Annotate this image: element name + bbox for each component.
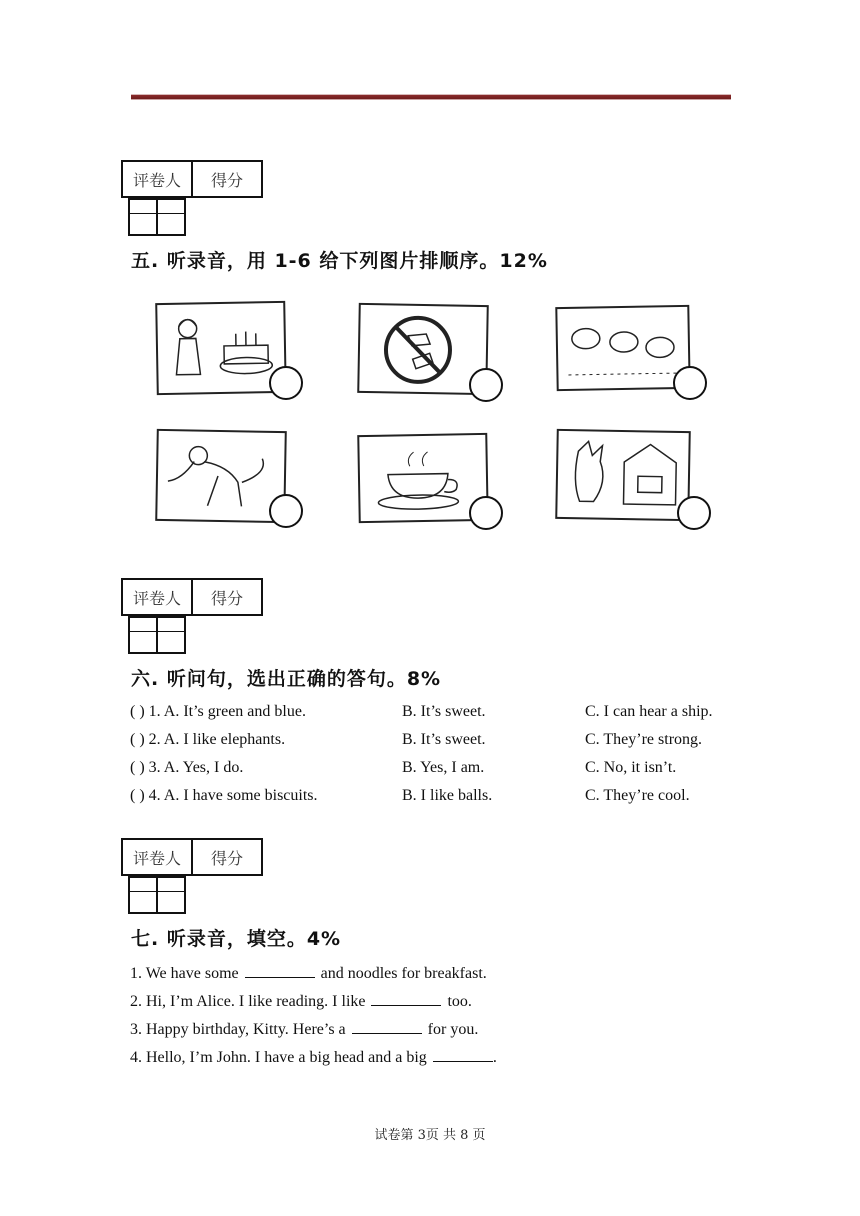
header-rule (131, 94, 731, 100)
fill-text-before: 4. Hello, I’m John. I have a big head and a big (130, 1049, 427, 1066)
mcq-option-c[interactable]: C. They’re cool. (585, 787, 690, 804)
sheep-icon (557, 307, 688, 389)
answer-circle-1[interactable] (269, 366, 303, 400)
mcq-item-2 (130, 731, 750, 755)
fill-text-after: . (492, 1049, 497, 1066)
answer-circle-3[interactable] (673, 366, 707, 400)
page-footer: 试卷第 3页 共 8 页 (374, 1128, 486, 1143)
fill-blank[interactable] (433, 1046, 493, 1062)
mcq-option-b[interactable]: B. I like balls. (402, 787, 493, 804)
fill-text-before: 3. Happy birthday, Kitty. Here’s a (130, 1021, 346, 1038)
reviewer-cell[interactable] (129, 199, 157, 235)
reviewer-label: 评卷人 (122, 161, 192, 197)
score-label: 得分 (192, 579, 262, 615)
reviewer-label: 评卷人 (122, 579, 192, 615)
fill-item-4 (130, 1046, 497, 1067)
tea-cup-icon (359, 435, 486, 521)
mcq-option-c[interactable]: C. No, it isn’t. (585, 759, 677, 776)
fill-item-1 (130, 962, 487, 983)
answer-circle-6[interactable] (677, 496, 711, 530)
fill-blank[interactable] (352, 1018, 422, 1034)
girl-cake-icon (157, 303, 285, 393)
fill-text-before: 2. Hi, I’m Alice. I like reading. I like (130, 993, 366, 1010)
fill-text-after: for you. (427, 1021, 479, 1038)
fill-text-before: 1. We have some (130, 965, 239, 982)
score-box (121, 160, 263, 219)
section-6-title: 六. 听问句，选出正确的答句。8% (131, 668, 442, 690)
fill-item-2 (130, 990, 472, 1011)
fill-text-after: and noodles for breakfast. (320, 965, 487, 982)
wolf-house-icon (557, 431, 688, 519)
monkey-icon (157, 431, 285, 521)
answer-circle-4[interactable] (269, 494, 303, 528)
mcq-option-c[interactable]: C. They’re strong. (585, 731, 703, 748)
answer-circle-2[interactable] (469, 368, 503, 402)
fill-text-after: too. (447, 993, 472, 1010)
mcq-item-1 (130, 703, 750, 727)
fill-blank[interactable] (245, 962, 315, 978)
picture-ordering-area (126, 284, 730, 546)
mcq-option-b[interactable]: B. It’s sweet. (402, 731, 486, 748)
fill-blank[interactable] (371, 990, 441, 1006)
picture-card-4 (155, 429, 287, 523)
mcq-option-b[interactable]: B. It’s sweet. (402, 703, 486, 720)
mcq-option-b[interactable]: B. Yes, I am. (402, 759, 485, 776)
section-7-title: 七. 听录音，填空。4% (131, 928, 342, 950)
score-cell[interactable] (157, 617, 185, 653)
mcq-option-a[interactable]: ( ) 1. A. It’s green and blue. (130, 703, 306, 720)
mcq-item-4 (130, 787, 750, 811)
section-5-title: 五. 听录音，用 1-6 给下列图片排顺序。12% (131, 250, 548, 272)
mcq-option-c[interactable]: C. I can hear a ship. (585, 703, 713, 720)
score-cell[interactable] (157, 877, 185, 913)
no-litter-sign-icon (359, 305, 486, 393)
fill-item-3 (130, 1018, 478, 1039)
reviewer-cell[interactable] (129, 617, 157, 653)
score-box (121, 838, 263, 897)
reviewer-cell[interactable] (129, 877, 157, 913)
score-label: 得分 (192, 839, 262, 875)
picture-card-6 (555, 429, 691, 521)
mcq-option-a[interactable]: ( ) 2. A. I like elephants. (130, 731, 286, 748)
score-cell[interactable] (157, 199, 185, 235)
mcq-option-a[interactable]: ( ) 4. A. I have some biscuits. (130, 787, 318, 804)
score-label: 得分 (192, 161, 262, 197)
picture-card-1 (155, 301, 287, 395)
answer-circle-5[interactable] (469, 496, 503, 530)
reviewer-label: 评卷人 (122, 839, 192, 875)
score-box (121, 578, 263, 637)
picture-card-3 (555, 305, 690, 391)
mcq-option-a[interactable]: ( ) 3. A. Yes, I do. (130, 759, 244, 776)
mcq-item-3 (130, 759, 750, 783)
